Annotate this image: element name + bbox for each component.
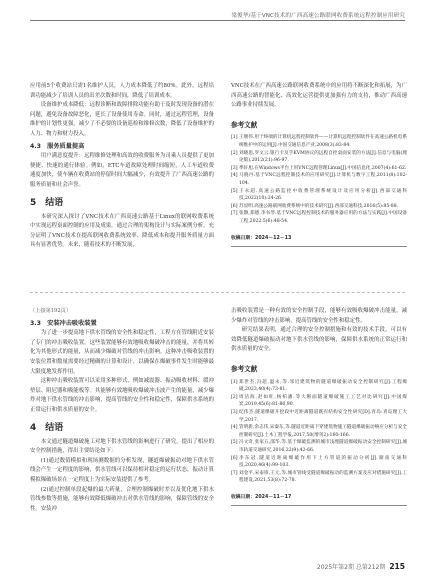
reference-text: 李东冠.隧道近距离爆破作用下上方管道的振动分析[J].湖南交通科技,2020,46(4):99-103. [239,455,407,469]
reference-text: 王永超.高速公路监控中收费管理系统设计及应用分析[J].西部交通科技,2022(10):24-26. [239,188,407,202]
reference-list [231,379,407,485]
paragraph: VNC技术在广西高速公路联网收费系统中的应用将不断深化和拓展，为广西高速公路的智能化、高效化运营提供更加强有力的支持，推动广西高速公路事业持续发展。 [231,83,407,109]
reference-number: [3] [231,165,238,171]
reference-item [231,188,407,203]
article-divider [30,292,405,293]
paragraph: 设备维护成本降低：远程诊断和故障排除功能有助于及时发现设备的潜在问题，避免设备故障恶化，延长了设备使用寿命。同时，通过远程管理，设备维护的计划性更强，减少了不必要的设备巡检和维修次数，降低了设备维护的人力、物力和财力投入。 [30,102,214,137]
reference-item [231,379,407,394]
paragraph: 这种冲击吸收装置可以采用多种形式，例如减震器、振动吸收材料、缓冲垫层、阻尼器和吸能板等。其能够有效地吸收爆破冲击波产生的能量，减少爆炸对地下供水管线的冲击影响，提高管线的安全性和稳定性，保障供水系统的正常运行和供水质量的安全。 [30,378,214,413]
section-heading: 3.3 安装冲击吸收装置 [30,319,97,327]
reference-text: 刘晓思,罗文云.银行卡及手KVM协议的远程自控桌面安装的方法[J].信息与电脑(理论版),2012(21):96-97. [239,150,407,164]
section-heading: 4.3 服务质量提高 [30,142,85,150]
reference-item [231,134,407,149]
reference-text: 苏显明.高速公路联网收费系统中的技术研究[J].西部交通科技,2016(5):85-88. [239,203,399,209]
page-number: 215 [389,562,405,571]
reference-number: [6] [231,203,238,209]
paragraph: 为了进一步提高地下供水管线的安全性和稳定性，工程方在管线附近安装了专门的冲击吸收装置。这些装置能够有效地吸收爆破冲击的能量，并将其转化为其他形式的能量，从而减少爆破对管线的冲击影响。这种冲击吸收装置的安装位置和数量需要经过精确的计算和设计，以确保在爆破事件发生时能够最大限度地发挥作用。 [30,330,214,375]
reference-item [231,172,407,187]
paragraph: (1)通过数值模拟和现场测数据的分析发现，隧道爆破振动对地下供水管线会产生一定程度的影响，供水管线可以保持相对稳定的运行状态，振动计算模拟爆破场景在一定程度上为实际安装提供了参考。 [30,457,214,483]
reference-number: [4] [231,173,238,179]
reference-number: [6] [231,455,238,461]
reference-number: [1] [231,379,238,385]
reference-number: [2] [231,150,238,156]
reference-text: 周洁海,赵如旺,杨柏潘.等大断面隧道爆破施工工艺对比研究[J].中国煤炭,2019,45(6):81-86,90. [239,394,407,408]
references-heading: 参考文献 [231,120,258,129]
reference-text: 管明新,余志伟,宋秦东,等.隧道近距离下穿建筑物施工隧道爆破振动响应分析与安全控制研究[J].土木工程学报,2017,50(增刊2):160-166. [239,425,407,438]
section-heading: 4 结语 [30,422,64,433]
reference-number: [1] [231,135,238,141]
paragraph: 击吸收装置是一种有效的安全控制手段，能够有效吸收爆破冲击能量，减少爆炸对管线的冲击影响，提高管线的安全性和稳定性。 [231,308,407,324]
reference-item [231,203,407,211]
reference-number: [5] [231,440,238,446]
article-a-right-column [231,82,407,247]
reference-text: 刘金平,宋泰锋,王元,等.城市管线受隧道爆破振动的监测方案及应对措施研究[J].工程建设,2021,53(8):72-78. [239,470,407,484]
reference-text: 张颢,郑德,李书琴.基于VNC远程控制技术的服务器应用的方法与实践[J].中国设备工程,2022.5(6):48-54. [239,211,407,224]
reference-item [231,165,407,173]
reference-item [231,394,407,409]
reference-number: [4] [231,425,238,431]
reference-item [231,210,407,225]
running-header: 梁俊华/基于VNC技术的广西高速公路联网收费系统远程控制应用研究 [231,13,405,19]
article-b-right-column [231,307,407,506]
issue-info: 2025年第2期 总第212期 [316,564,386,571]
header-rule [30,20,405,21]
references-heading: 参考文献 [231,364,258,373]
reference-text: 王堰伟.用于终端的计算机远程控制软件——计算机远程控制软件在高速公路机电系统维护中的运用[J].中国交通信息产业,2008(3):83-84. [239,135,407,148]
reference-list [231,134,407,225]
reference-text: 郑世杰,冯超,温永,等.邻近建筑物的隧道爆破振动安全控制研究[J].工程爆破,2023,40(4):73-81. [239,379,407,393]
reference-number: [7] [231,470,238,476]
paragraph: 本研究深入探讨了VNC技术在广西高速公路基于Linux的联网收费系统中实现远程桌面控制的应用及成果。通过合理的架构设计与实际案例分析，充分证明了VNC技术在提高联网收费系统效率、降低成本和提升服务质量方面具有显著优势。未来，随着技术的不断发展， [30,213,214,249]
reference-item [231,150,407,165]
article-b-left-column [30,307,214,514]
continuation-note: （上接第192页） [30,308,72,314]
reference-item [231,439,407,454]
article-a-left-column [30,82,214,251]
reference-item [231,470,407,485]
received-date: 收稿日期：2024－12－13 [231,235,292,241]
received-date: 收稿日期：2024－11－17 [231,494,292,500]
paragraph: 本文通过隧道爆破施工对地下供水管线的影响进行了研究，提出了相应的安全控制措施，得出主要结论如下： [30,438,214,455]
received-rule [231,505,407,506]
paragraph: 研究结果表明，通过合理的安全控制措施和有效的技术手段，可以有效降低隧道爆破振动对地下供水管线的影响，保障供水系统的正常运行和供水质量的安全。 [231,327,407,353]
reference-number: [3] [231,409,238,415]
reference-text: 马晓丹.基于VNC远程控制技术的应用研究[J].计算机与数字工程,2011(8):102-104. [239,173,407,186]
reference-item [231,409,407,424]
reference-number: [5] [231,188,238,194]
paragraph: 用户满意度提升：远程维修处理和高效的收费服务为司乘人员提供了更加便捷、快速的通行体验。例如，ETC车道故障处理时间缩短，人工车道收费速度加快，使车辆在收费站的停留时间大幅减少，有效提升了广西高速公路的服务质量和社会声誉。 [30,153,214,188]
reference-item [231,424,407,439]
received-rule [231,246,407,247]
reference-number: [7] [231,211,238,217]
reference-text: 冯文奇,张家五,邵华,等.基于爆破监测的城市浅埋隧道爆破振动安全控制研究[J].城市轨道交通研究,2016,22(9):42-66. [239,440,407,453]
reference-item [231,455,407,470]
reference-number: [2] [231,394,238,400]
paragraph: (2)通过控制单段起爆的最大药量，合理控制爆破时差以及优化地下供水管线参数等措施，能够有效降低爆破冲击对供水管线的影响，保障管线的安全性。安装冲 [30,486,214,512]
page-footer [317,562,405,571]
section-heading: 5 结语 [30,197,64,208]
reference-text: 纪伟杰.隧道爆破开挖段中近距离隧道既有结构安全性研究[D].青岛:青岛理工大学,2017. [239,409,407,423]
reference-text: 季轩旭.在Windows平台上用VNC远程管理Linux[J].中国信息化,2007(4):61-62. [239,165,407,171]
paragraph: 应用前5个收费站只需1名维护人员，人力成本降低了约80%。此外，远程培训功能减少了培训人员的出差次数和时间，降低了培训成本。 [30,83,214,99]
